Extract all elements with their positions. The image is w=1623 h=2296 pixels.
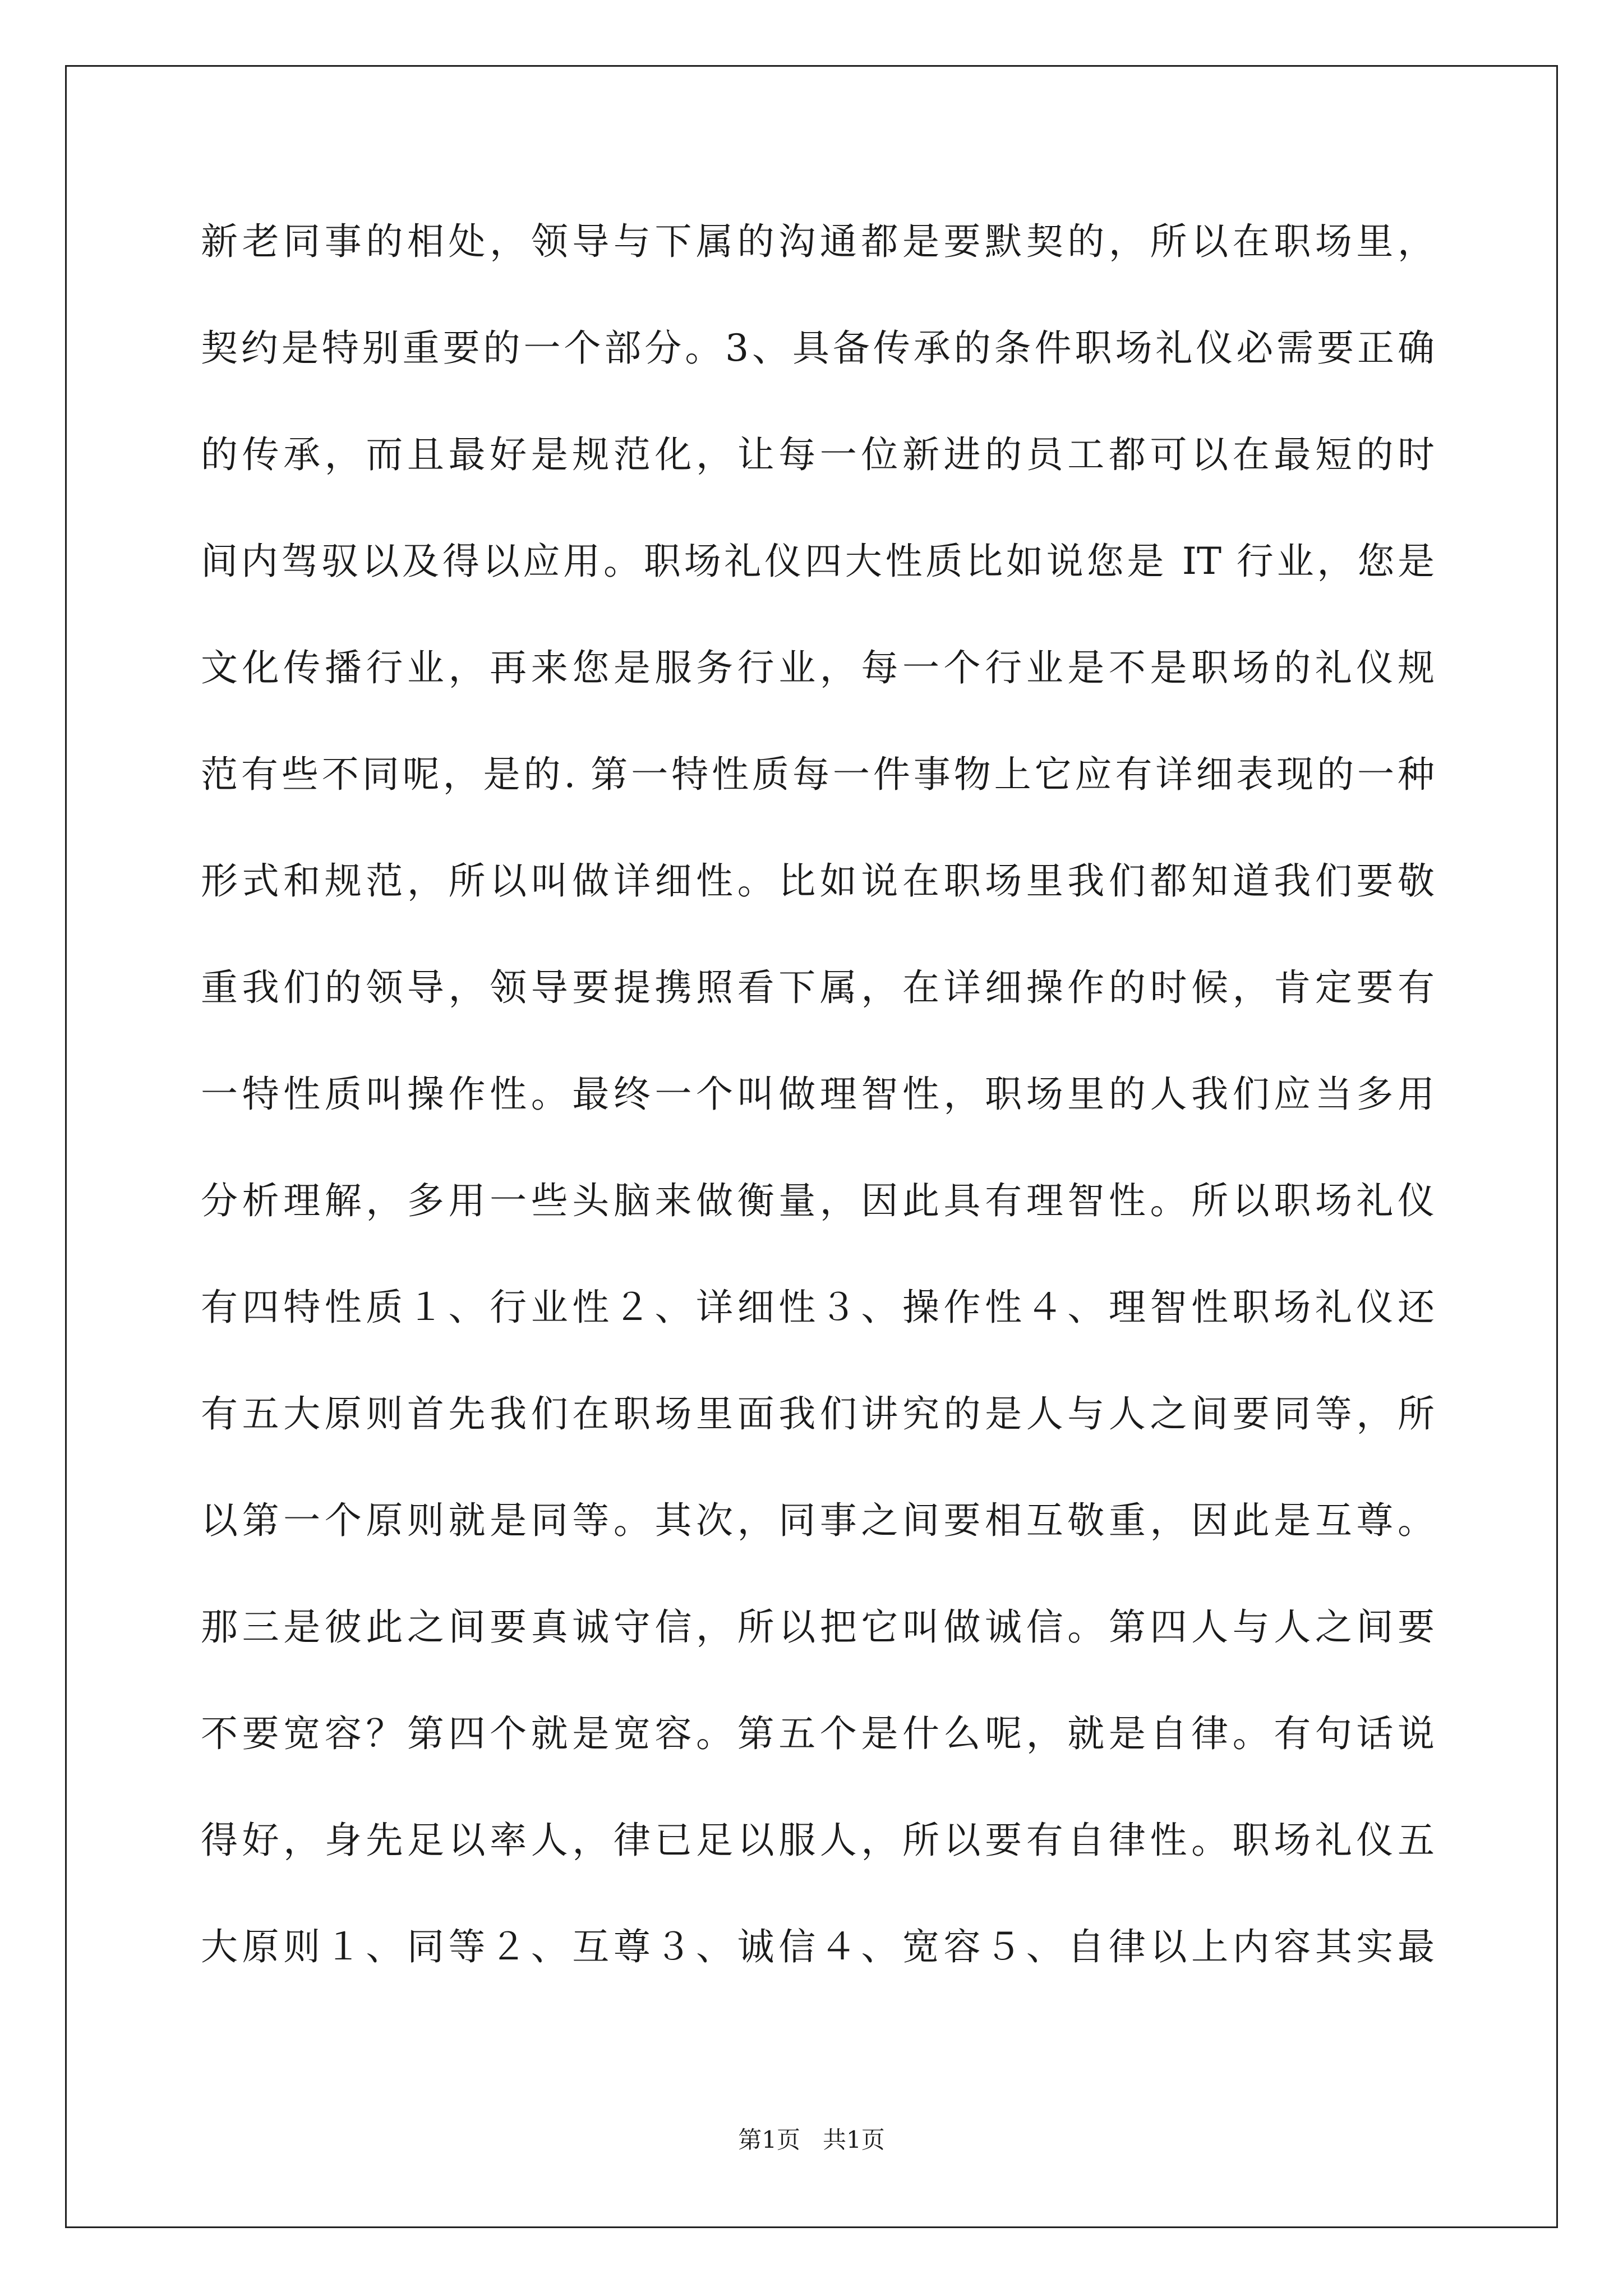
text-line: 以第一个原则就是同等。其次，同事之间要相互敬重，因此是互尊。 [201,1499,1435,1542]
text-line: 大原则１、同等２、互尊３、诚信４、宽容５、自律以上内容其实最 [201,1925,1435,1968]
text-line: 一特性质叫操作性。最终一个叫做理智性，职场里的人我们应当多用 [201,1073,1435,1116]
text-line: 得好，身先足以率人，律已足以服人，所以要有自律性。职场礼仪五 [201,1819,1435,1862]
text-line: 不要宽容？第四个就是宽容。第五个是什么呢，就是自律。有句话说 [201,1712,1435,1755]
text-line: 契约是特别重要的一个部分。3、具备传承的条件职场礼仪必需要正确 [201,326,1435,370]
text-line: 分析理解，多用一些头脑来做衡量，因此具有理智性。所以职场礼仪 [201,1179,1435,1222]
text-line: 重我们的领导，领导要提携照看下属，在详细操作的时候，肯定要有 [201,966,1435,1009]
text-line: 那三是彼此之间要真诚守信，所以把它叫做诚信。第四人与人之间要 [201,1605,1435,1649]
page-number-footer: 第1页 共1页 [738,2126,885,2154]
text-line: 间内驾驭以及得以应用。职场礼仪四大性质比如说您是 IT 行业，您是 [201,540,1435,583]
text-line: 有五大原则首先我们在职场里面我们讲究的是人与人之间要同等，所 [201,1392,1435,1435]
text-line: 新老同事的相处，领导与下属的沟通都是要默契的，所以在职场里， [201,220,1435,263]
text-line: 文化传播行业，再来您是服务行业，每一个行业是不是职场的礼仪规 [201,646,1435,689]
text-line: 的传承，而且最好是规范化，让每一位新进的员工都可以在最短的时 [201,433,1435,476]
text-line: 有四特性质１、行业性２、详细性３、操作性４、理智性职场礼仪还 [201,1286,1435,1329]
document-body [201,211,1435,2023]
text-line: 范有些不同呢，是的. 第一特性质每一件事物上它应有详细表现的一种 [201,753,1435,796]
text-line: 形式和规范，所以叫做详细性。比如说在职场里我们都知道我们要敬 [201,859,1435,903]
